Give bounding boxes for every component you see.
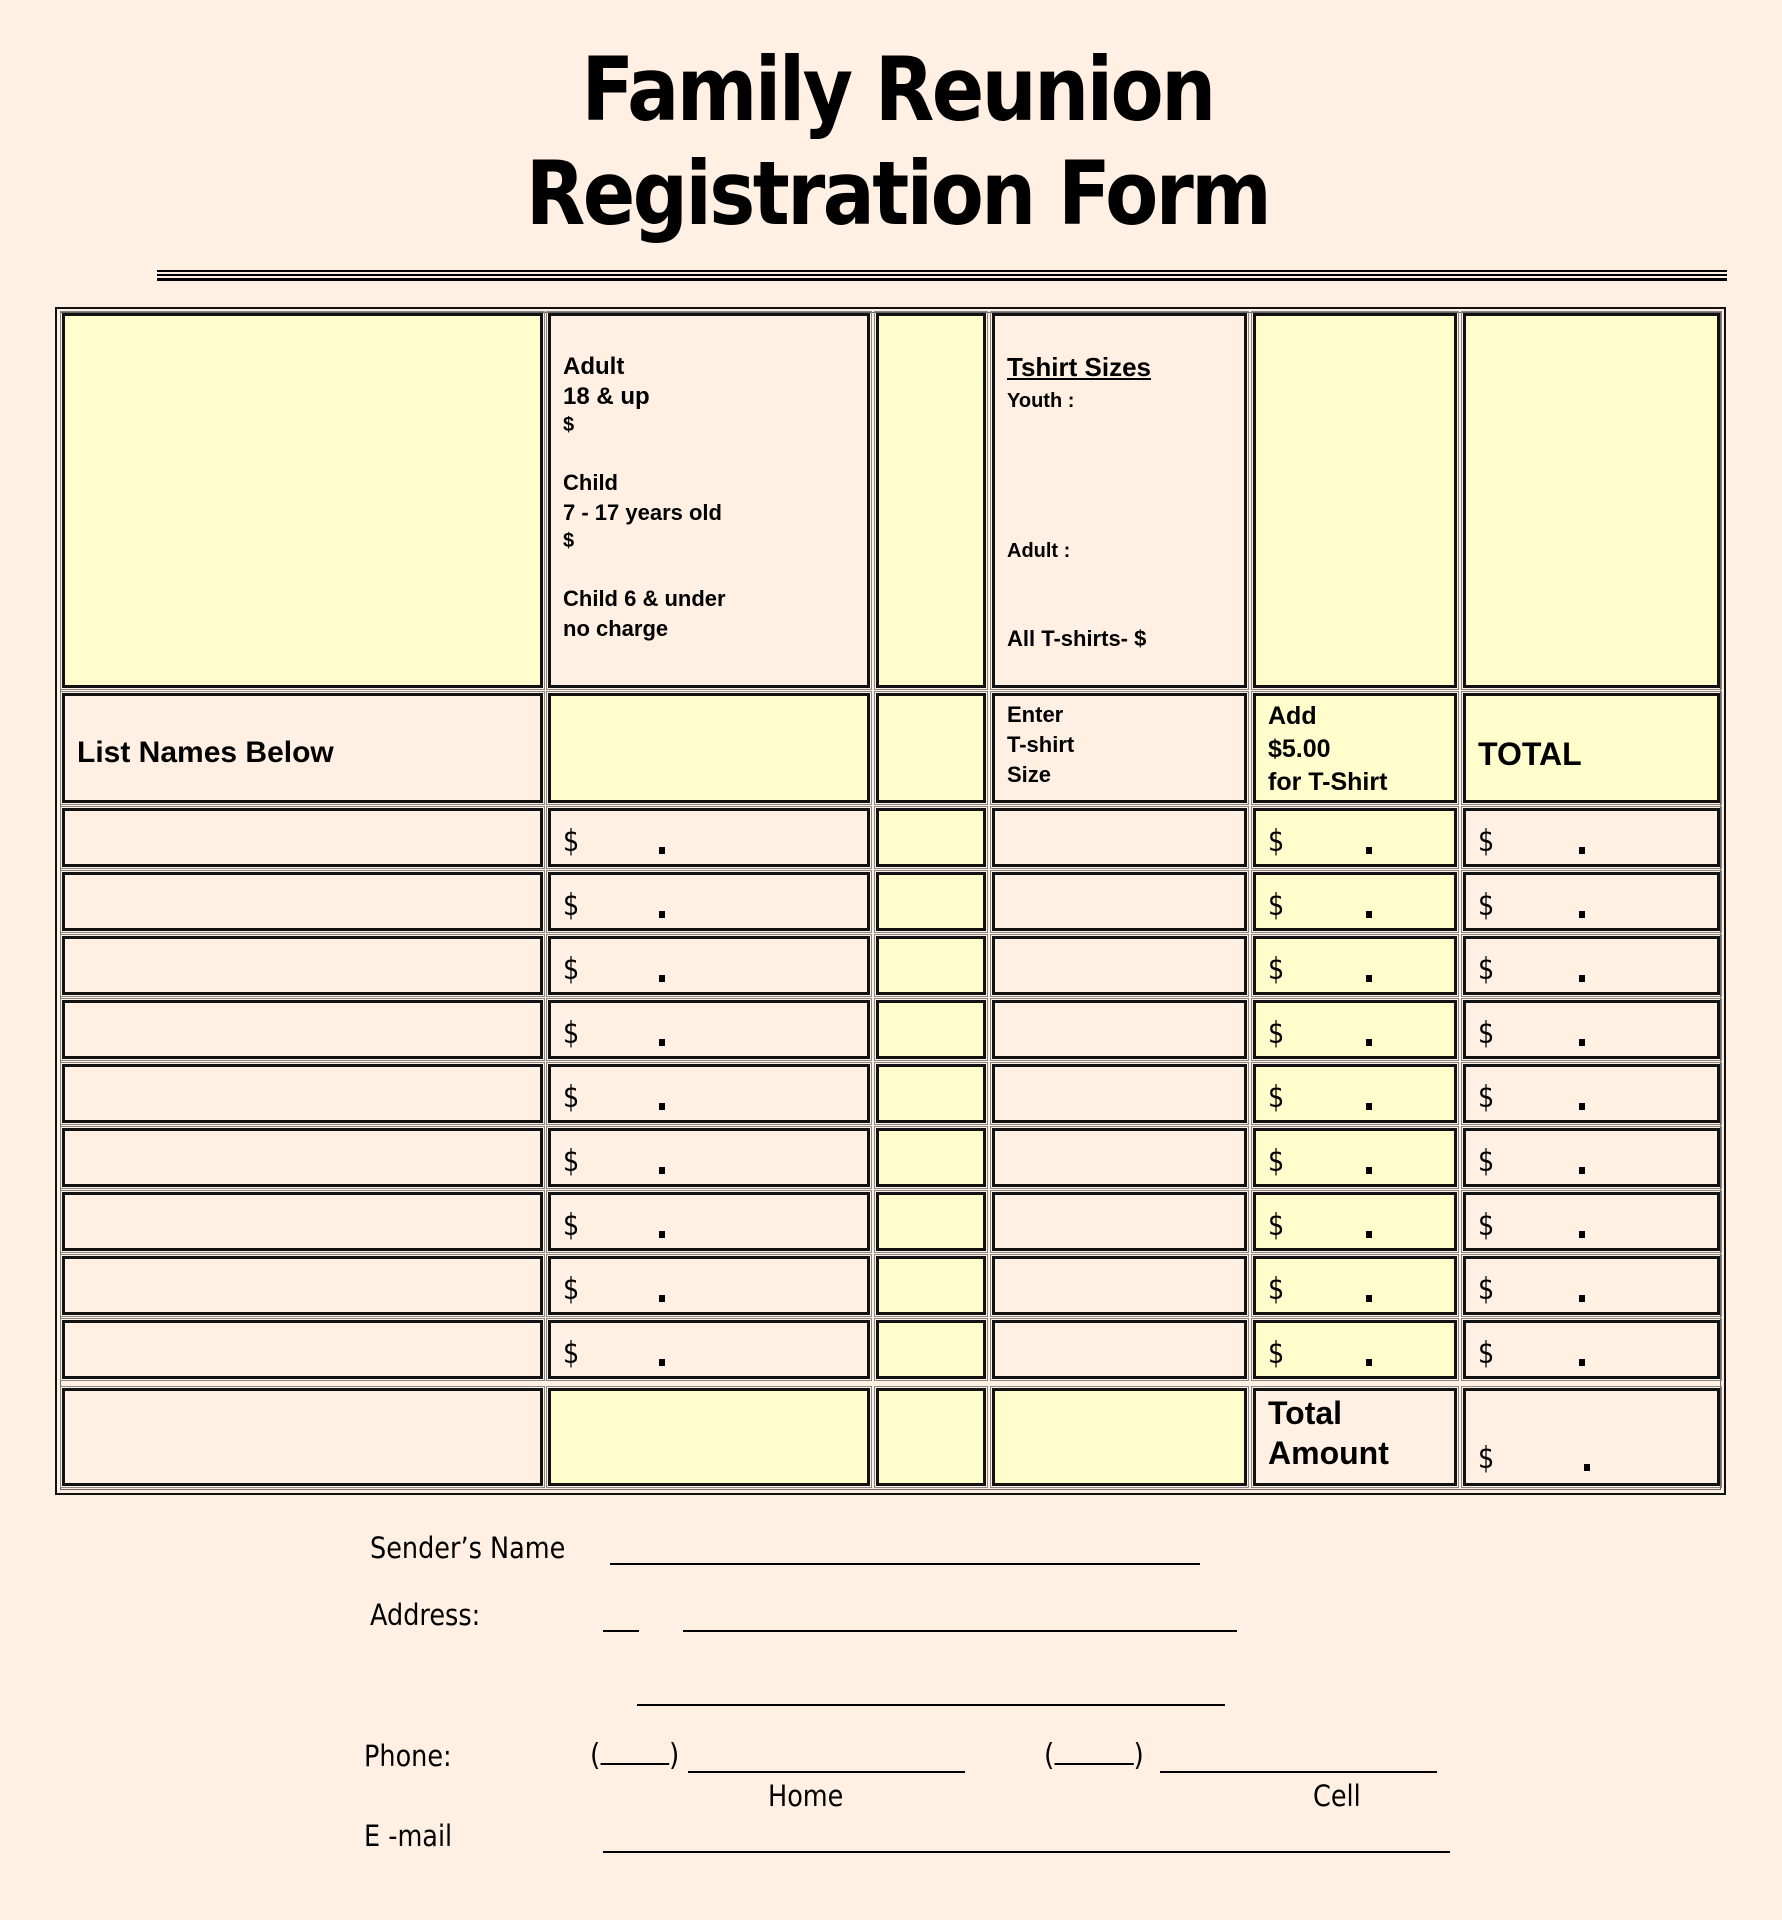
- pricing-info-cell: [548, 313, 870, 688]
- header-blank-cell-4: [1463, 313, 1720, 688]
- currency-symbol: $: [563, 952, 580, 987]
- currency-symbol: $: [1478, 1336, 1495, 1371]
- row-total-field[interactable]: [1463, 1128, 1720, 1187]
- total-amount-label-cell: [1253, 1388, 1457, 1486]
- price-field[interactable]: [548, 1192, 870, 1251]
- currency-symbol: $: [1478, 1144, 1495, 1179]
- adult-age: 18 & up: [563, 383, 650, 410]
- price-field[interactable]: [548, 808, 870, 867]
- decimal-point: [659, 1103, 665, 1110]
- cell-area-code-field[interactable]: ( ): [1044, 1738, 1144, 1773]
- tshirt-price-label: All T-shirts- $: [1007, 626, 1147, 651]
- currency-symbol: $: [1268, 1144, 1285, 1179]
- quantity-field[interactable]: [876, 1192, 986, 1251]
- price-field[interactable]: [548, 1000, 870, 1059]
- address-line1-field[interactable]: [683, 1630, 1237, 1632]
- currency-symbol: $: [1268, 1080, 1285, 1115]
- currency-symbol: $: [563, 888, 580, 923]
- currency-symbol: $: [563, 1080, 580, 1115]
- decimal-point: [659, 1167, 665, 1174]
- currency-symbol: $: [1268, 1016, 1285, 1051]
- decimal-point: [1366, 847, 1372, 854]
- decimal-point: [1579, 1167, 1585, 1174]
- free-child-note: no charge: [563, 616, 669, 641]
- decimal-point: [659, 1359, 665, 1366]
- currency-symbol: $: [563, 1272, 580, 1307]
- decimal-point: [1366, 1295, 1372, 1302]
- qty-header-cell: [876, 693, 986, 803]
- decimal-point: [1579, 1039, 1585, 1046]
- title-divider: [157, 270, 1727, 281]
- tshirt-youth-label: Youth :: [1007, 390, 1075, 412]
- quantity-field[interactable]: [876, 936, 986, 995]
- row-total-field[interactable]: [1463, 1064, 1720, 1123]
- name-field[interactable]: [62, 808, 543, 867]
- email-label: E -mail: [364, 1819, 453, 1853]
- decimal-point: [1579, 1231, 1585, 1238]
- sender-name-label: Sender’s Name: [370, 1531, 566, 1565]
- quantity-field[interactable]: [876, 872, 986, 931]
- decimal-point: [1579, 1295, 1585, 1302]
- tshirt-fee-header-line2: $5.00: [1268, 735, 1331, 763]
- decimal-point: [1579, 911, 1585, 918]
- decimal-point: [1579, 847, 1585, 854]
- names-header: List Names Below: [77, 736, 334, 769]
- adult-label: Adult: [563, 353, 625, 380]
- currency-symbol: $: [563, 1208, 580, 1243]
- decimal-point: [1366, 1167, 1372, 1174]
- child-price: $: [563, 530, 575, 552]
- quantity-field[interactable]: [876, 1320, 986, 1379]
- tshirt-fee-field[interactable]: [1253, 1192, 1457, 1251]
- total-amount-label-line1: Total: [1268, 1395, 1343, 1431]
- decimal-point: [1366, 975, 1372, 982]
- name-field[interactable]: [62, 1320, 543, 1379]
- tshirt-fee-field[interactable]: [1253, 808, 1457, 867]
- decimal-point: [659, 1231, 665, 1238]
- tshirt-size-field[interactable]: [992, 936, 1247, 995]
- tshirt-size-header-line3: Size: [1007, 762, 1052, 787]
- tshirt-fee-header-cell: [1253, 693, 1457, 803]
- tshirt-size-header-line2: T-shirt: [1007, 732, 1075, 757]
- tshirt-fee-header-line3: for T-Shirt: [1268, 768, 1388, 796]
- row-total-field[interactable]: [1463, 1256, 1720, 1315]
- phone-label: Phone:: [364, 1739, 452, 1773]
- total-row-blank-2: [548, 1388, 870, 1486]
- decimal-point: [1366, 1103, 1372, 1110]
- currency-symbol: $: [1478, 1208, 1495, 1243]
- tshirt-fee-field[interactable]: [1253, 1256, 1457, 1315]
- home-area-code-field[interactable]: ( ): [590, 1738, 680, 1773]
- header-blank-cell-2: [876, 313, 986, 688]
- name-field[interactable]: [62, 1192, 543, 1251]
- tshirt-fee-field[interactable]: [1253, 1128, 1457, 1187]
- row-total-field[interactable]: [1463, 1192, 1720, 1251]
- email-field[interactable]: [603, 1851, 1450, 1853]
- tshirt-fee-header-line1: Add: [1268, 702, 1317, 730]
- total-header: TOTAL: [1478, 736, 1582, 772]
- row-total-field[interactable]: [1463, 1320, 1720, 1379]
- tshirt-size-field[interactable]: [992, 1256, 1247, 1315]
- price-header-cell: [548, 693, 870, 803]
- quantity-field[interactable]: [876, 1256, 986, 1315]
- total-row-blank-3: [876, 1388, 986, 1486]
- quantity-field[interactable]: [876, 1128, 986, 1187]
- name-field[interactable]: [62, 1256, 543, 1315]
- currency-symbol: $: [1478, 888, 1495, 923]
- row-total-field[interactable]: [1463, 872, 1720, 931]
- tshirt-size-field[interactable]: [992, 872, 1247, 931]
- tshirt-size-header-line1: Enter: [1007, 702, 1064, 727]
- child-age: 7 - 17 years old: [563, 500, 722, 525]
- header-blank-cell: [62, 313, 543, 688]
- currency-symbol: $: [563, 1144, 580, 1179]
- name-field[interactable]: [62, 1064, 543, 1123]
- currency-symbol: $: [1268, 888, 1285, 923]
- currency-symbol: $: [1268, 1336, 1285, 1371]
- total-row-blank-1: [62, 1388, 543, 1486]
- row-total-field[interactable]: [1463, 1000, 1720, 1059]
- child-label: Child: [563, 470, 618, 495]
- tshirt-size-field[interactable]: [992, 1192, 1247, 1251]
- tshirt-size-field[interactable]: [992, 1000, 1247, 1059]
- decimal-point: [1366, 1359, 1372, 1366]
- quantity-field[interactable]: [876, 1064, 986, 1123]
- tshirt-fee-field[interactable]: [1253, 1000, 1457, 1059]
- name-field[interactable]: [62, 872, 543, 931]
- decimal-point: [659, 911, 665, 918]
- tshirt-size-field[interactable]: [992, 808, 1247, 867]
- names-header-cell: [62, 693, 543, 803]
- name-field[interactable]: [62, 1000, 543, 1059]
- title-line-2: Registration Form: [525, 142, 1270, 245]
- tshirt-fee-field[interactable]: [1253, 1320, 1457, 1379]
- currency-symbol: $: [1478, 1016, 1495, 1051]
- currency-symbol: $: [563, 1336, 580, 1371]
- decimal-point: [1366, 1231, 1372, 1238]
- decimal-point: [1366, 911, 1372, 918]
- total-amount-label-line2: Amount: [1268, 1435, 1389, 1471]
- tshirt-sizes-cell: [992, 313, 1247, 688]
- currency-symbol: $: [1268, 1208, 1285, 1243]
- currency-symbol: $: [1478, 824, 1495, 859]
- decimal-point: [659, 975, 665, 982]
- total-amount-field[interactable]: [1463, 1388, 1720, 1486]
- price-field[interactable]: [548, 1256, 870, 1315]
- page-title: [113, 38, 1681, 246]
- tshirt-adult-label: Adult :: [1007, 540, 1071, 562]
- row-total-field[interactable]: [1463, 808, 1720, 867]
- tshirt-size-field[interactable]: [992, 1064, 1247, 1123]
- currency-symbol: $: [1478, 1272, 1495, 1307]
- address-number-field[interactable]: [603, 1630, 639, 1632]
- home-phone-field[interactable]: [688, 1771, 965, 1773]
- name-field[interactable]: [62, 936, 543, 995]
- tshirt-sizes-heading: Tshirt Sizes: [1007, 352, 1152, 382]
- decimal-point: [1579, 1103, 1585, 1110]
- decimal-point: [1579, 1359, 1585, 1366]
- tshirt-size-header-cell: [992, 693, 1247, 803]
- price-field[interactable]: [548, 1128, 870, 1187]
- address-label: Address:: [370, 1598, 481, 1632]
- address-line2-field[interactable]: [637, 1704, 1225, 1706]
- title-line-1: Family Reunion: [581, 38, 1214, 141]
- name-field[interactable]: [62, 1128, 543, 1187]
- quantity-field[interactable]: [876, 808, 986, 867]
- quantity-field[interactable]: [876, 1000, 986, 1059]
- row-total-field[interactable]: [1463, 936, 1720, 995]
- total-header-cell: [1463, 693, 1720, 803]
- decimal-point: [659, 1295, 665, 1302]
- decimal-point: [659, 1039, 665, 1046]
- total-amount-currency: $: [1478, 1441, 1495, 1476]
- currency-symbol: $: [1268, 824, 1285, 859]
- cell-phone-field[interactable]: [1160, 1771, 1437, 1773]
- decimal-point: [659, 847, 665, 854]
- cell-phone-label: Cell: [1313, 1779, 1361, 1813]
- tshirt-size-field[interactable]: [992, 1128, 1247, 1187]
- currency-symbol: $: [563, 824, 580, 859]
- currency-symbol: $: [1268, 952, 1285, 987]
- header-blank-cell-3: [1253, 313, 1457, 688]
- currency-symbol: $: [1478, 1080, 1495, 1115]
- tshirt-size-field[interactable]: [992, 1320, 1247, 1379]
- decimal-point: [1584, 1464, 1590, 1471]
- currency-symbol: $: [1478, 952, 1495, 987]
- tshirt-fee-field[interactable]: [1253, 872, 1457, 931]
- currency-symbol: $: [563, 1016, 580, 1051]
- decimal-point: [1579, 975, 1585, 982]
- price-field[interactable]: [548, 936, 870, 995]
- sender-name-field[interactable]: [610, 1563, 1200, 1565]
- price-field[interactable]: [548, 1064, 870, 1123]
- free-child-label: Child 6 & under: [563, 586, 726, 611]
- price-field[interactable]: [548, 1320, 870, 1379]
- adult-price: $: [563, 414, 575, 436]
- tshirt-fee-field[interactable]: [1253, 936, 1457, 995]
- decimal-point: [1366, 1039, 1372, 1046]
- tshirt-fee-field[interactable]: [1253, 1064, 1457, 1123]
- price-field[interactable]: [548, 872, 870, 931]
- currency-symbol: $: [1268, 1272, 1285, 1307]
- home-phone-label: Home: [768, 1779, 844, 1813]
- total-row-blank-4: [992, 1388, 1247, 1486]
